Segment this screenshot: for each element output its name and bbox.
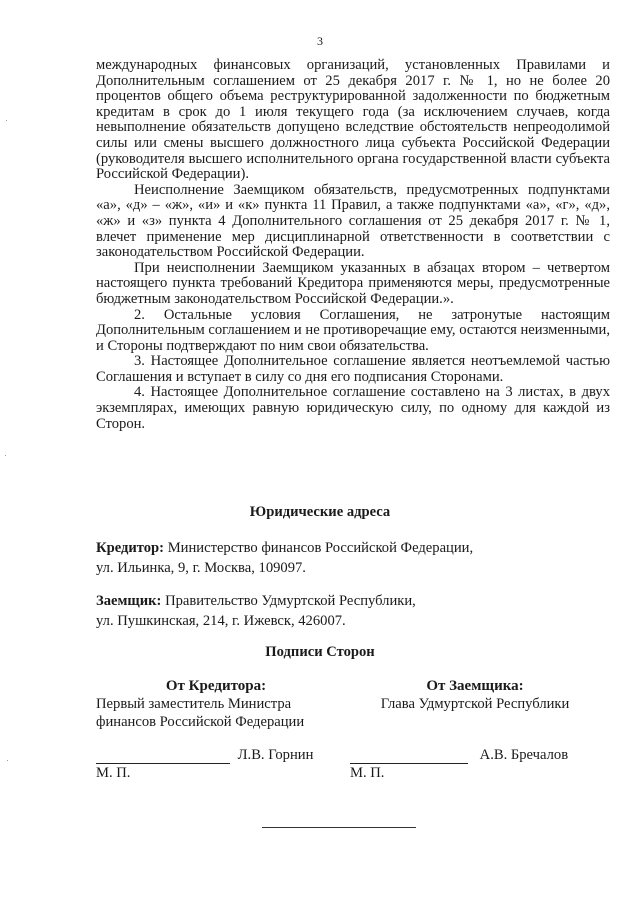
borrower-signature-block (350, 677, 600, 713)
borrower-signature-title: От Заемщика: (426, 678, 524, 694)
creditor-signer-name: Л.В. Горнин (237, 747, 314, 763)
creditor-signature-underline (96, 748, 230, 764)
borrower-signer-position: Глава Удмуртской Республики (380, 696, 570, 712)
paragraph-clause-3: 3. Настоящее Дополнительное соглашение является неотъемлемой частью Соглашения и вступает в силу со дня его подписания Сторонами. (96, 353, 610, 385)
borrower-label: Заемщик: (96, 593, 162, 609)
borrower-name: Правительство Удмуртской Республики, (165, 593, 416, 609)
paragraph-clause-2: 2. Остальные условия Соглашения, не затронутые настоящим Дополнительным соглашением и не противоречащие ему, остаются неизменными, и Стороны подтверждают по ним свои обязательства. (96, 306, 610, 354)
creditor-address: ул. Ильинка, 9, г. Москва, 109097. (96, 560, 306, 576)
page-number: 3 (317, 34, 323, 48)
creditor-name: Министерство финансов Российской Федерации, (167, 540, 474, 556)
scan-speck (5, 455, 6, 456)
creditor-signature-title: От Кредитора: (165, 678, 267, 694)
paragraph-liability: Неисполнение Заемщиком обязательств, предусмотренных подпунктами «а», «д» – «ж», «и» и «к» пункта 11 Правил, а также подпунктами «а», «г», «д», «ж» и «з» пункта 4 Дополнительного соглашения от 25 декабря 2017 г. № 1, влечет применение мер дисциплинарной ответственности в соответствии с законодательством Российской Федерации. (96, 181, 610, 261)
footer-divider (262, 827, 416, 828)
scan-speck (7, 760, 8, 761)
paragraph-continuation: международных финансовых организаций, установленных Правилами и Дополнительным соглашением от 25 декабря 2017 г. № 1, но не более 20 процентов общего объема реструктурированной задолженности по бюджетным кредитам в срок до 1 июля текущего года (за исключением случаев, когда невыполнение обязательств допущено вследствие обстоятельств непреодолимой силы или смены высшего должностного лица субъекта Российской Федерации (руководителя высшего исполнительного органа государственной власти субъекта Российской Федерации). (96, 57, 610, 183)
borrower-address-block (96, 591, 416, 631)
creditor-signature-line (96, 747, 313, 764)
borrower-signer-name: А.В. Бречалов (479, 747, 569, 763)
creditor-address-block (96, 538, 473, 578)
borrower-signature-underline (350, 748, 468, 764)
borrower-stamp-place: М. П. (350, 765, 385, 781)
borrower-signature-line (350, 747, 568, 764)
creditor-signer-position: Первый заместитель Министра финансов Российской Федерации (96, 696, 305, 730)
document-body (96, 58, 610, 432)
creditor-stamp-place: М. П. (96, 765, 131, 781)
addresses-heading: Юридические адреса (249, 504, 391, 520)
creditor-signature-block (96, 677, 336, 731)
paragraph-clause-4: 4. Настоящее Дополнительное соглашение составлено на 3 листах, в двух экземплярах, имеющих равную юридическую силу, по одному для каждой из Сторон. (96, 384, 610, 432)
paragraph-measures: При неисполнении Заемщиком указанных в абзацах втором – четвертом настоящего пункта требований Кредитора применяются меры, предусмотренные бюджетным законодательством Российской Федерации.». (96, 259, 610, 307)
creditor-label: Кредитор: (96, 540, 165, 556)
borrower-address: ул. Пушкинская, 214, г. Ижевск, 426007. (96, 613, 346, 629)
scan-speck (6, 120, 7, 121)
signatures-heading: Подписи Сторон (265, 644, 375, 660)
